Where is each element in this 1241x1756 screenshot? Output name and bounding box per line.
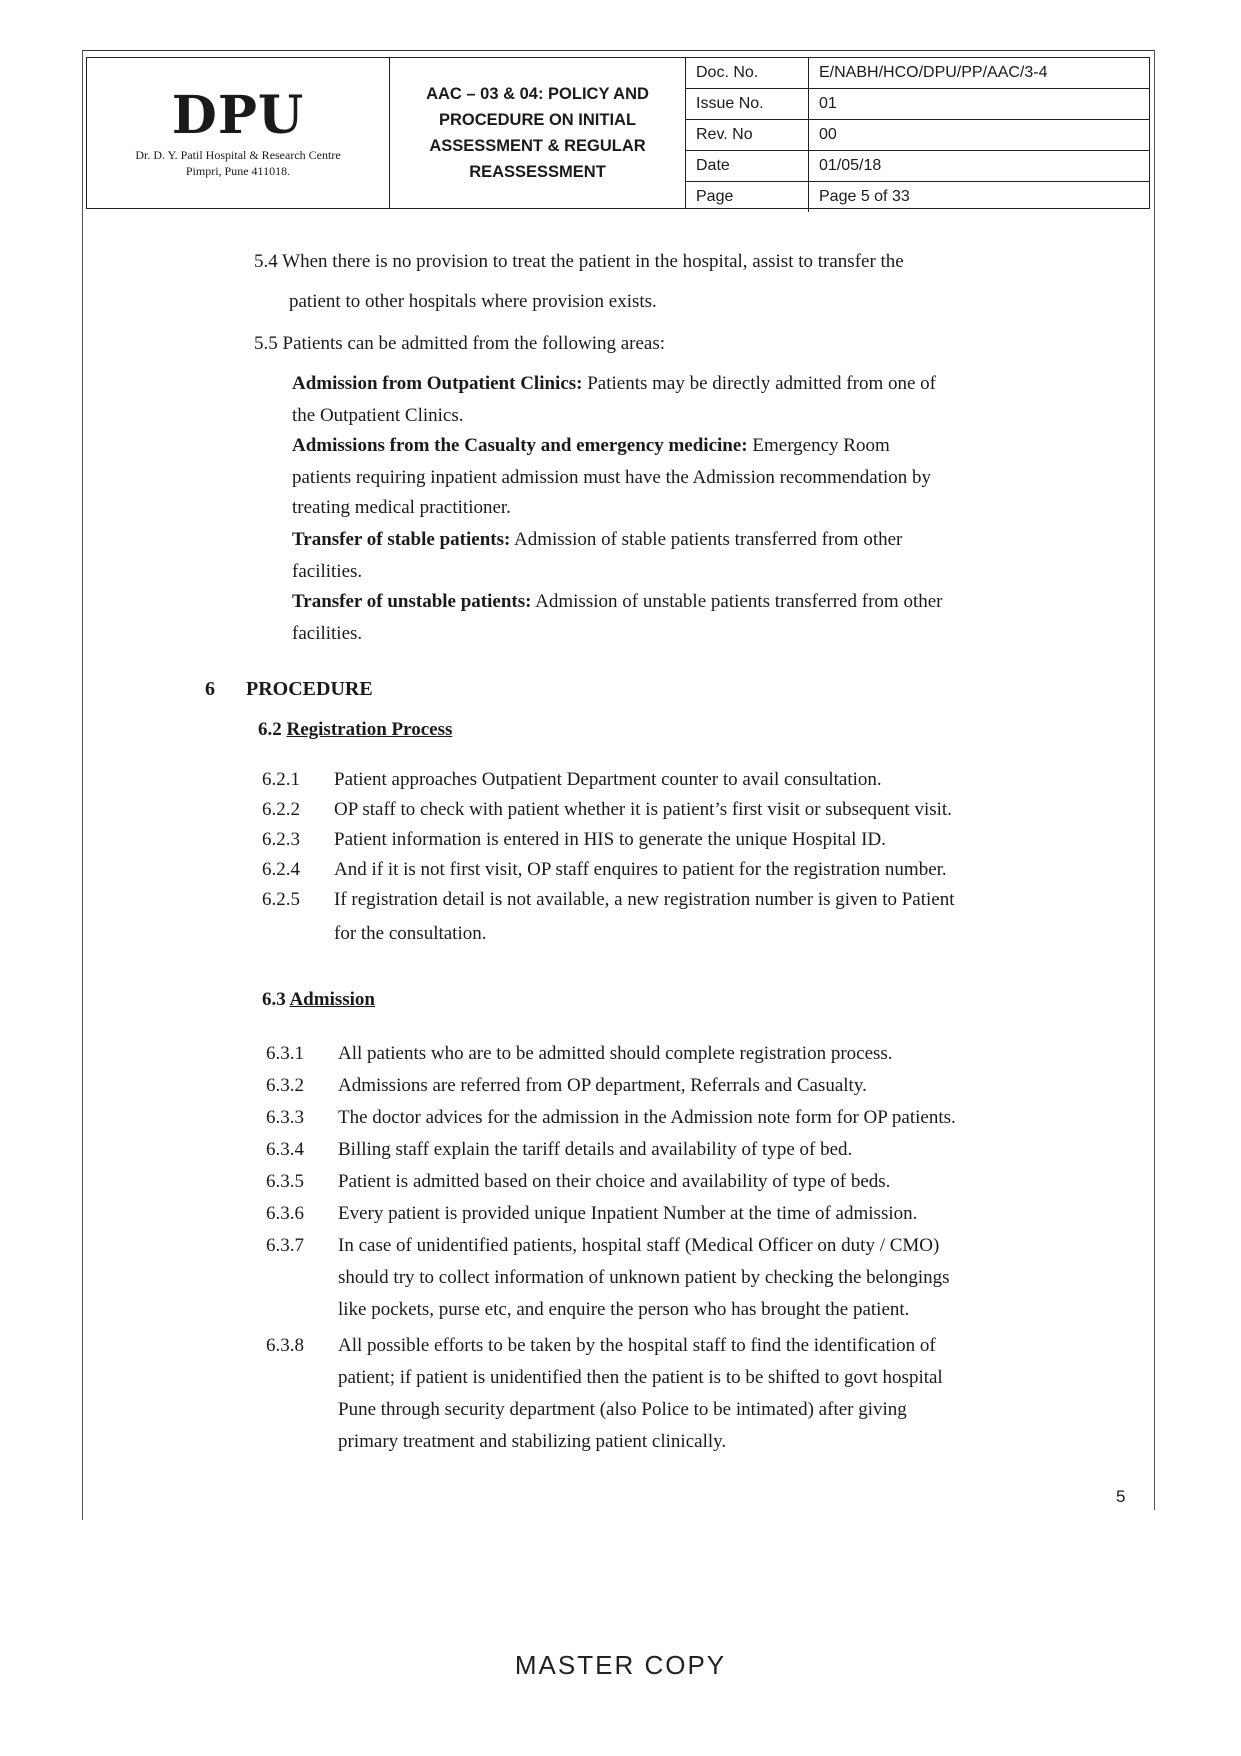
item-text: Patients may be directly admitted from one of: [582, 373, 936, 394]
item-number: 6.3.5: [266, 1171, 304, 1192]
list-item: [262, 886, 955, 913]
org-name: [135, 148, 340, 179]
item-text: Admissions are referred from OP department, Referrals and Casualty.: [338, 1075, 867, 1096]
org-line-1: Dr. D. Y. Patil Hospital & Research Centre: [135, 148, 341, 163]
item-text: Patient information is entered in HIS to generate the unique Hospital ID.: [334, 829, 886, 850]
item-text: In case of unidentified patients, hospital staff (Medical Officer on duty / CMO): [338, 1235, 940, 1256]
section-6-title: PROCEDURE: [246, 678, 373, 700]
list-item: [262, 826, 886, 853]
heading-title: Admission: [289, 989, 375, 1010]
master-copy-stamp: MASTER COPY: [514, 1650, 727, 1680]
transfer-unstable: [292, 588, 943, 615]
admission-outpatient: [292, 370, 936, 397]
heading-number: 6.2: [258, 719, 282, 740]
item-number: 6.3.4: [266, 1139, 304, 1160]
item-text: The doctor advices for the admission in the Admission note form for OP patients.: [338, 1107, 956, 1128]
list-item: [266, 1332, 936, 1359]
para-5-4: [254, 248, 904, 275]
section-6-2-heading: [258, 716, 452, 743]
meta-key: Rev. No: [686, 120, 809, 151]
meta-value: 00: [809, 120, 1150, 151]
item-text: Patient approaches Outpatient Department counter to avail consultation.: [334, 769, 882, 790]
para-5-5: [254, 330, 665, 357]
item-number: 6.2.4: [262, 859, 300, 880]
item-text: And if it is not first visit, OP staff enquires to patient for the registration number.: [334, 859, 947, 880]
page-border-left: [82, 50, 83, 1520]
list-item: [262, 766, 882, 793]
para-5-4-cont: patient to other hospitals where provision exists.: [289, 291, 657, 312]
item-label: Admission from Outpatient Clinics:: [292, 373, 583, 394]
page-border-right: [1154, 50, 1155, 1510]
item-number: 6.3.1: [266, 1043, 304, 1064]
page-border-top: [82, 50, 1154, 51]
page-number: 5: [1116, 1487, 1126, 1506]
transfer-unstable-cont: facilities.: [292, 623, 363, 644]
section-6-number: 6: [205, 678, 215, 700]
meta-key: Page: [686, 182, 809, 213]
item-text: OP staff to check with patient whether it is patient’s first visit or subsequent visit.: [334, 799, 952, 820]
meta-key: Date: [686, 151, 809, 182]
item-label: Transfer of stable patients:: [292, 529, 511, 550]
list-item-cont: Pune through security department (also Police to be intimated) after giving: [338, 1399, 907, 1420]
para-text: Patients can be admitted from the following areas:: [282, 333, 666, 354]
meta-key: Issue No.: [686, 89, 809, 120]
item-number: 6.3.3: [266, 1107, 304, 1128]
list-item-cont: should try to collect information of unknown patient by checking the belongings: [338, 1267, 950, 1288]
meta-table: [686, 58, 1149, 212]
meta-row: [686, 120, 1149, 151]
list-item: [266, 1232, 939, 1259]
item-number: 6.2.2: [262, 799, 300, 820]
meta-row: [686, 89, 1149, 120]
meta-value: 01: [809, 89, 1150, 120]
item-label: Transfer of unstable patients:: [292, 591, 532, 612]
list-item: [262, 796, 952, 823]
item-text: All patients who are to be admitted should complete registration process.: [338, 1043, 893, 1064]
admission-outpatient-cont: the Outpatient Clinics.: [292, 405, 464, 426]
admission-casualty-cont: patients requiring inpatient admission must have the Admission recommendation by: [292, 467, 932, 488]
meta-value: 01/05/18: [809, 151, 1150, 182]
item-number: 6.2.3: [262, 829, 300, 850]
list-item: [266, 1168, 890, 1195]
meta-row: [686, 151, 1149, 182]
transfer-stable-cont: facilities.: [292, 561, 363, 582]
title-cell: [390, 58, 686, 208]
list-item: [266, 1040, 893, 1067]
list-item-cont: like pockets, purse etc, and enquire the person who has brought the patient.: [338, 1299, 910, 1320]
list-item: [266, 1072, 867, 1099]
item-number: 6.3.8: [266, 1335, 304, 1356]
list-item-cont: patient; if patient is unidentified then the patient is to be shifted to govt hospital: [338, 1367, 943, 1388]
meta-row: [686, 58, 1149, 89]
list-item-cont: primary treatment and stabilizing patient clinically.: [338, 1431, 727, 1452]
list-item: [266, 1104, 956, 1131]
item-text: Every patient is provided unique Inpatient Number at the time of admission.: [338, 1203, 918, 1224]
heading-title: Registration Process: [286, 719, 453, 740]
meta-key: Doc. No.: [686, 58, 809, 89]
item-number: 6.3.2: [266, 1075, 304, 1096]
list-item: [262, 856, 947, 883]
meta-cell: [686, 58, 1149, 208]
logo-cell: [87, 58, 390, 208]
org-line-2: Pimpri, Pune 411018.: [185, 164, 291, 178]
item-number: 6.3.6: [266, 1203, 304, 1224]
item-text: Billing staff explain the tariff details and availability of type of bed.: [338, 1139, 853, 1160]
item-number: 6.2.1: [262, 769, 300, 790]
item-label: Admissions from the Casualty and emergency medicine:: [292, 435, 748, 456]
para-number: 5.4: [254, 251, 278, 272]
section-6-3-heading: [262, 986, 375, 1013]
item-number: 6.2.5: [262, 889, 300, 910]
list-item: [266, 1136, 852, 1163]
transfer-stable: [292, 526, 902, 553]
heading-number: 6.3: [262, 989, 286, 1010]
item-text: Admission of unstable patients transferred from other: [531, 591, 943, 612]
item-number: 6.3.7: [266, 1235, 304, 1256]
list-item-cont: for the consultation.: [334, 923, 487, 944]
meta-row: [686, 182, 1149, 213]
list-item: [266, 1200, 917, 1227]
item-text: Admission of stable patients transferred from other: [510, 529, 903, 550]
admission-casualty-cont2: treating medical practitioner.: [292, 497, 511, 518]
item-text: Emergency Room: [747, 435, 890, 456]
para-number: 5.5: [254, 333, 278, 354]
item-text: Patient is admitted based on their choice and availability of type of beds.: [338, 1171, 891, 1192]
admission-casualty: [292, 432, 890, 459]
document-title: AAC – 03 & 04: POLICY AND PROCEDURE ON INITIAL ASSESSMENT & REGULAR REASSESSMENT: [426, 85, 649, 181]
meta-value: E/NABH/HCO/DPU/PP/AAC/3-4: [809, 58, 1150, 89]
para-text: When there is no provision to treat the patient in the hospital, assist to transfer the: [282, 251, 904, 272]
item-text: All possible efforts to be taken by the hospital staff to find the identification of: [338, 1335, 936, 1356]
dpu-logo: DPU: [171, 85, 305, 147]
meta-value: Page 5 of 33: [819, 188, 910, 205]
document-header: [86, 57, 1150, 209]
item-text: If registration detail is not available, a new registration number is given to Patient: [334, 889, 955, 910]
